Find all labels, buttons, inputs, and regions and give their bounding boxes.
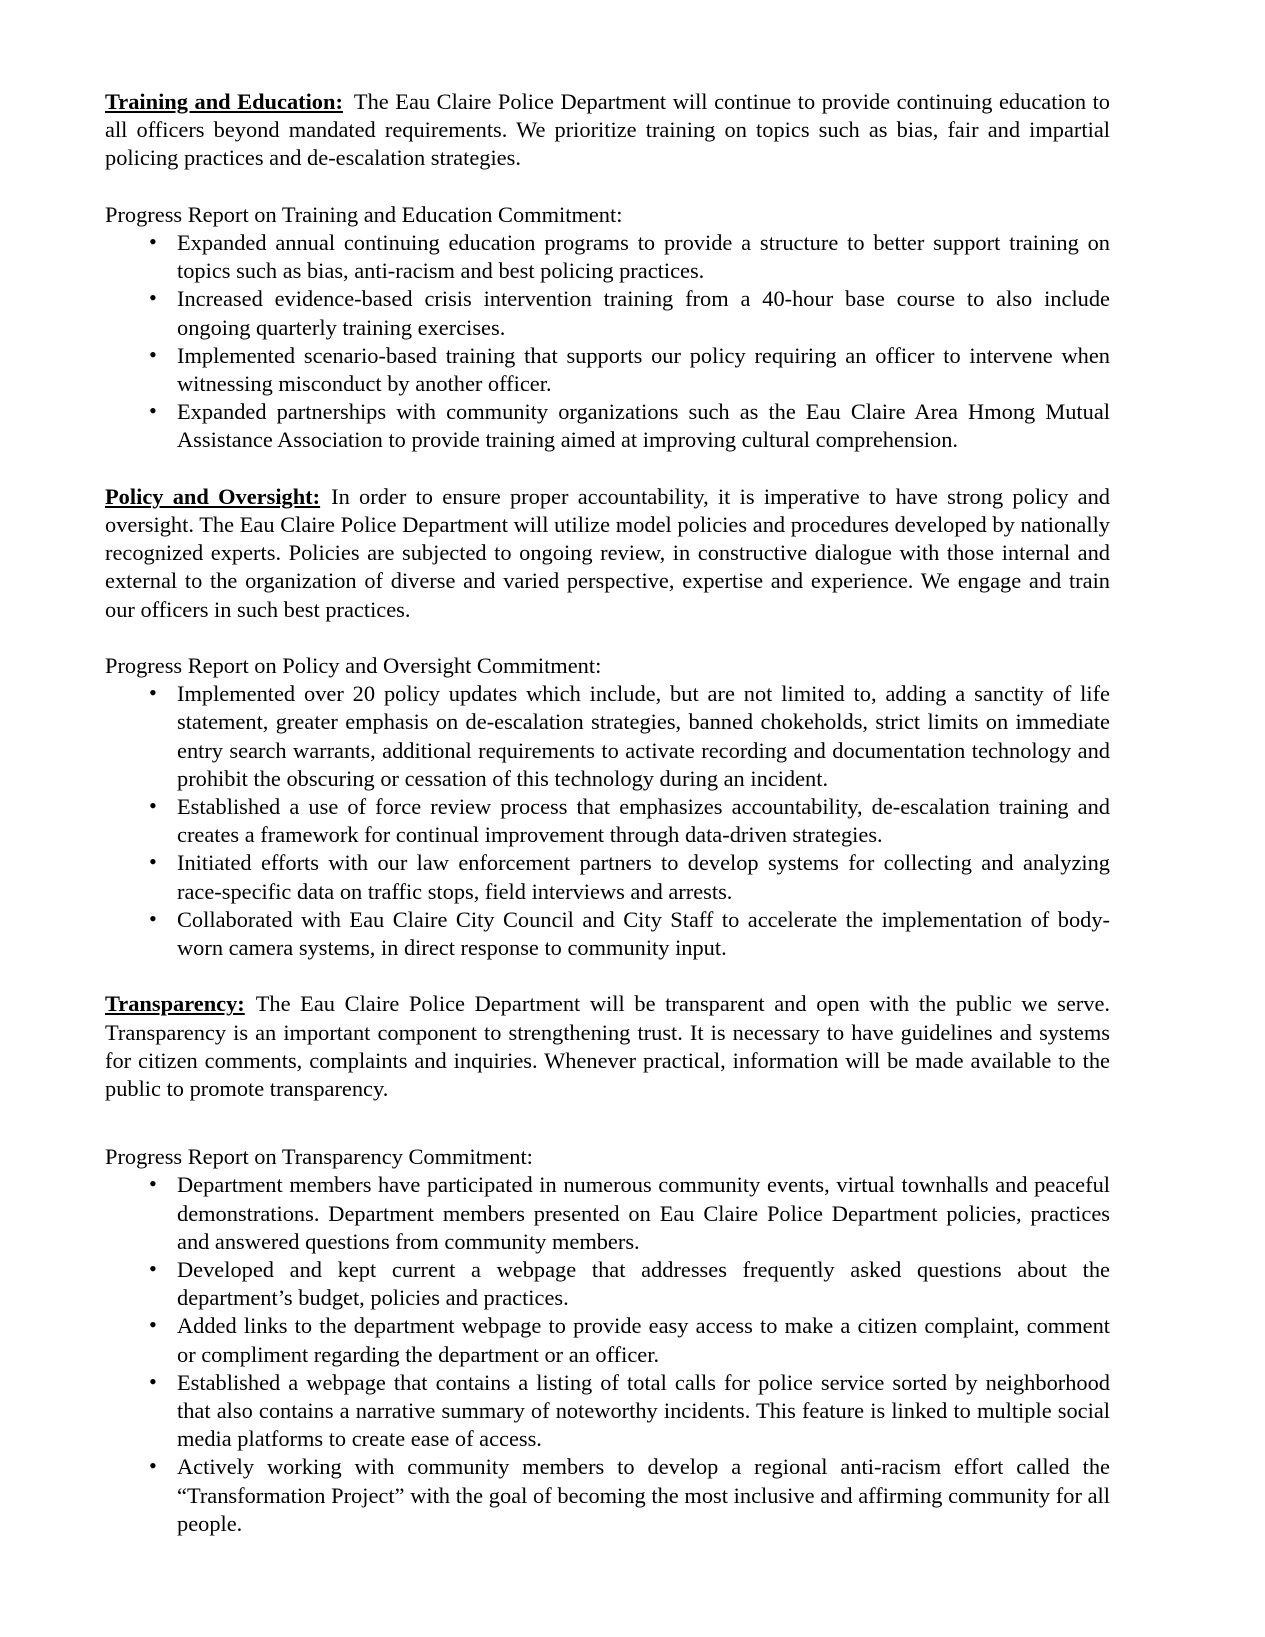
section-body-policy-and-oversight: In order to ensure proper accountability, it is imperative to have strong policy and oversight. The Eau Claire Police Department will utilize model policies and procedures developed by nationally recognized experts. Policies are subjected to ongoing review, in constructive dialogue with those internal and external to the organization of diverse and varied perspective, expertise and experience. We engage and train our officers in such best practices. bbox=[105, 483, 1111, 622]
paragraph-spacer bbox=[105, 173, 1110, 201]
section-paragraph-policy-and-oversight bbox=[105, 483, 1110, 624]
section-body-transparency: The Eau Claire Police Department will be transparent and open with the public we serve. Transparency is an important component to strengthening trust. It is necessary to have guidelines and systems for citizen comments, complaints and inquiries. Whenever practical, information will be made available to the public to promote transparency. bbox=[105, 991, 1110, 1102]
section-heading-policy-and-oversight: Policy and Oversight: bbox=[105, 483, 321, 509]
list-item: • Collaborated with Eau Claire City Council and City Staff to accelerate the implementation of body-worn camera systems, in direct response to community input. bbox=[105, 906, 1110, 962]
list-item: • Added links to the department webpage to provide easy access to make a citizen complaint, comment or compliment regarding the department or an officer. bbox=[105, 1312, 1110, 1368]
progress-label-policy-and-oversight: Progress Report on Policy and Oversight Commitment: bbox=[105, 653, 602, 679]
list-item: • Implemented over 20 policy updates which include, but are not limited to, adding a sanctity of life statement, greater emphasis on de-escalation strategies, banned chokeholds, strict limits on immediate entry search warrants, additional requirements to activate recording and documentation technology and prohibit the obscuring or cessation of this technology during an incident. bbox=[105, 680, 1110, 793]
section-body-training-and-education: The Eau Claire Police Department will continue to provide continuing education to all officers beyond mandated requirements. We prioritize training on topics such as bias, fair and impartial policing practices and de-escalation strategies. bbox=[105, 89, 1110, 171]
progress-label-training-and-education: Progress Report on Training and Education Commitment: bbox=[105, 201, 623, 227]
list-item: • Expanded annual continuing education programs to provide a structure to better support training on topics such as bias, anti-racism and best policing practices. bbox=[105, 229, 1110, 285]
list-item: • Implemented scenario-based training that supports our policy requiring an officer to intervene when witnessing misconduct by another officer. bbox=[105, 342, 1110, 398]
list-item: • Increased evidence-based crisis intervention training from a 40-hour base course to also include ongoing quarterly training exercises. bbox=[105, 285, 1110, 341]
paragraph-spacer bbox=[105, 455, 1110, 483]
bullet-list-transparency bbox=[105, 1171, 1110, 1538]
list-item: • Department members have participated in numerous community events, virtual townhalls and peaceful demonstrations. Department members presented on Eau Claire Police Department policies, practices and answered questions from community members. bbox=[105, 1171, 1110, 1256]
section-paragraph-transparency bbox=[105, 990, 1110, 1103]
list-item: • Expanded partnerships with community organizations such as the Eau Claire Area Hmong Mutual Assistance Association to provide training aimed at improving cultural comprehension. bbox=[105, 398, 1110, 454]
paragraph-spacer bbox=[105, 624, 1110, 652]
list-item: • Established a webpage that contains a listing of total calls for police service sorted by neighborhood that also contains a narrative summary of noteworthy incidents. This feature is linked to multiple social media platforms to create ease of access. bbox=[105, 1369, 1110, 1454]
section-paragraph-training-and-education bbox=[105, 88, 1110, 173]
section-heading-transparency: Transparency: bbox=[105, 991, 245, 1017]
bullet-list-training-and-education bbox=[105, 229, 1110, 455]
bullet-list-policy-and-oversight bbox=[105, 680, 1110, 962]
paragraph-spacer bbox=[105, 962, 1110, 990]
paragraph-spacer bbox=[105, 1103, 1110, 1143]
section-heading-training-and-education: Training and Education: bbox=[105, 89, 343, 114]
list-item: • Established a use of force review process that emphasizes accountability, de-escalation training and creates a framework for continual improvement through data-driven strategies. bbox=[105, 793, 1110, 849]
list-item: • Actively working with community members to develop a regional anti-racism effort called the “Transformation Project” with the goal of becoming the most inclusive and affirming community for all people. bbox=[105, 1453, 1110, 1538]
list-item: • Developed and kept current a webpage that addresses frequently asked questions about the department’s budget, policies and practices. bbox=[105, 1256, 1110, 1312]
document-body bbox=[105, 88, 1110, 1538]
progress-label-transparency: Progress Report on Transparency Commitment: bbox=[105, 1144, 533, 1170]
list-item: • Initiated efforts with our law enforcement partners to develop systems for collecting and analyzing race-specific data on traffic stops, field interviews and arrests. bbox=[105, 849, 1110, 905]
